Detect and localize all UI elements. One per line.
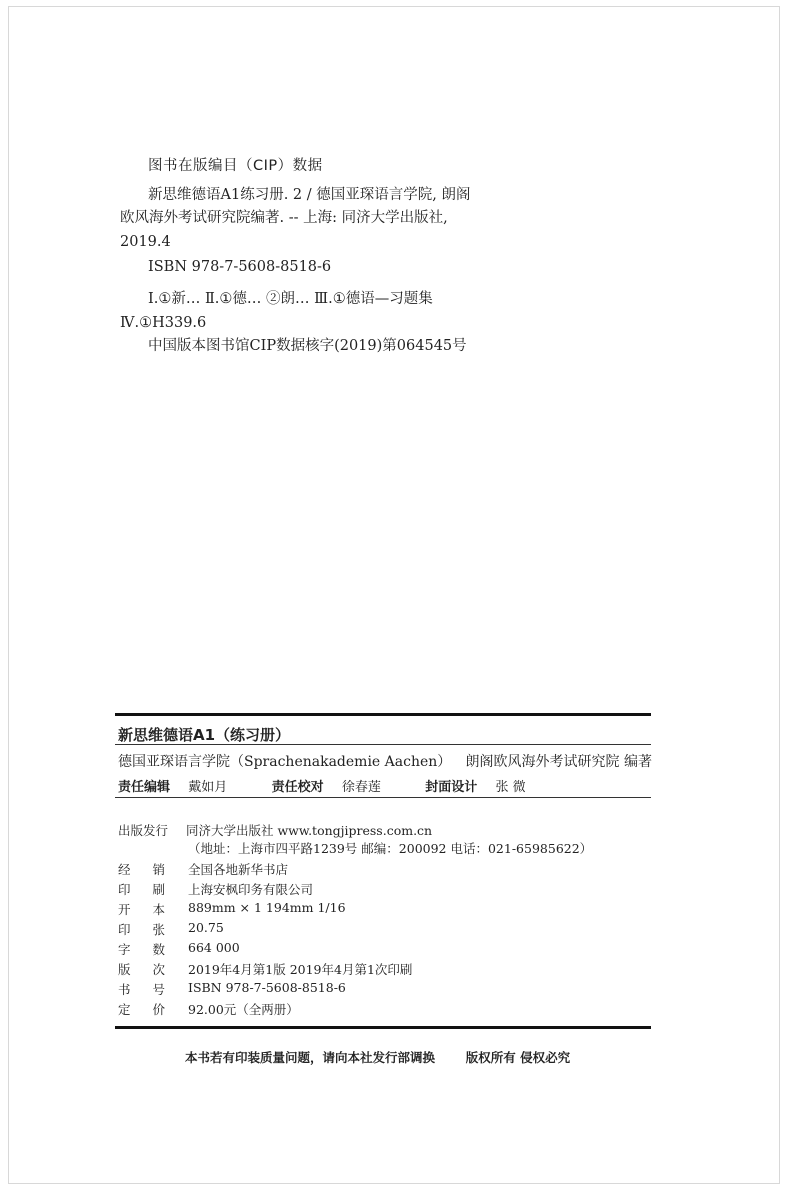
cip-date: 2019.4	[120, 234, 171, 250]
info-value: 2019年4月第1版 2019年4月第1次印刷	[188, 962, 413, 977]
rights-notice: 版权所有 侵权必究	[465, 1050, 571, 1065]
publisher-address: （地址：上海市四平路1239号 邮编：200092 电话：021-65985622）	[188, 841, 593, 856]
book-title: 新思维德语A1（练习册）	[118, 726, 291, 744]
info-value: 92.00元（全两册）	[188, 1002, 299, 1017]
credits-line	[118, 776, 526, 795]
info-row-sheets	[118, 920, 224, 938]
info-row-format	[118, 900, 346, 918]
cip-description-line1: 新思维德语A1练习册. 2 / 德国亚琛语言学院, 朗阁	[148, 187, 471, 203]
footer-notice-line	[185, 1048, 570, 1066]
info-value: 889mm × 1 194mm 1/16	[188, 900, 346, 915]
publisher-label: 出版发行	[118, 823, 169, 838]
info-row-price	[118, 1000, 299, 1018]
info-label: 印刷	[118, 882, 188, 897]
info-row-printing	[118, 880, 313, 898]
info-label: 书号	[118, 982, 188, 997]
credits-divider	[115, 797, 651, 798]
quality-notice: 本书若有印装质量问题，请向本社发行部调换	[185, 1050, 436, 1065]
cip-classification-line2: Ⅳ.①H339.6	[120, 315, 207, 331]
top-divider	[115, 713, 651, 716]
cip-classification-line1: Ⅰ.①新… Ⅱ.①德… ②朗… Ⅲ.①德语—习题集	[148, 291, 433, 307]
publisher-line	[118, 821, 432, 839]
info-label: 定价	[118, 1002, 188, 1017]
info-value: ISBN 978-7-5608-8518-6	[188, 980, 346, 995]
info-label: 字数	[118, 942, 188, 957]
title-divider	[115, 744, 651, 745]
authors-line	[118, 751, 652, 771]
cover-design-label: 封面设计	[425, 780, 478, 795]
info-row-edition	[118, 960, 412, 978]
publisher-name: 同济大学出版社 www.tongjipress.com.cn	[185, 823, 433, 838]
info-row-word-count	[118, 940, 240, 958]
info-value: 上海安枫印务有限公司	[188, 882, 314, 897]
author-aachen: 德国亚琛语言学院（Sprachenakademie Aachen）	[118, 754, 452, 770]
cip-heading: 图书在版编目（CIP）数据	[148, 158, 323, 174]
cip-isbn: ISBN 978-7-5608-8518-6	[148, 259, 332, 275]
info-label: 印张	[118, 922, 188, 937]
proofreader-name: 徐春莲	[341, 780, 381, 795]
info-value: 664 000	[188, 940, 240, 955]
info-row-isbn	[118, 980, 346, 998]
info-label: 版次	[118, 962, 188, 977]
cip-core-data: 中国版本图书馆CIP数据核字(2019)第064545号	[148, 338, 467, 354]
cip-description-line2: 欧风海外考试研究院编著. -- 上海: 同济大学出版社,	[120, 210, 448, 226]
info-label: 开本	[118, 902, 188, 917]
info-row-distribution	[118, 860, 288, 878]
author-langge: 朗阁欧风海外考试研究院 编著	[465, 754, 652, 770]
info-label: 经销	[118, 862, 188, 877]
bottom-divider	[115, 1026, 651, 1029]
editor-name: 戴如月	[188, 780, 228, 795]
info-value: 全国各地新华书店	[188, 862, 289, 877]
editor-label: 责任编辑	[118, 780, 171, 795]
proofreader-label: 责任校对	[271, 780, 324, 795]
info-value: 20.75	[188, 920, 224, 935]
cover-designer-name: 张 微	[495, 780, 526, 795]
